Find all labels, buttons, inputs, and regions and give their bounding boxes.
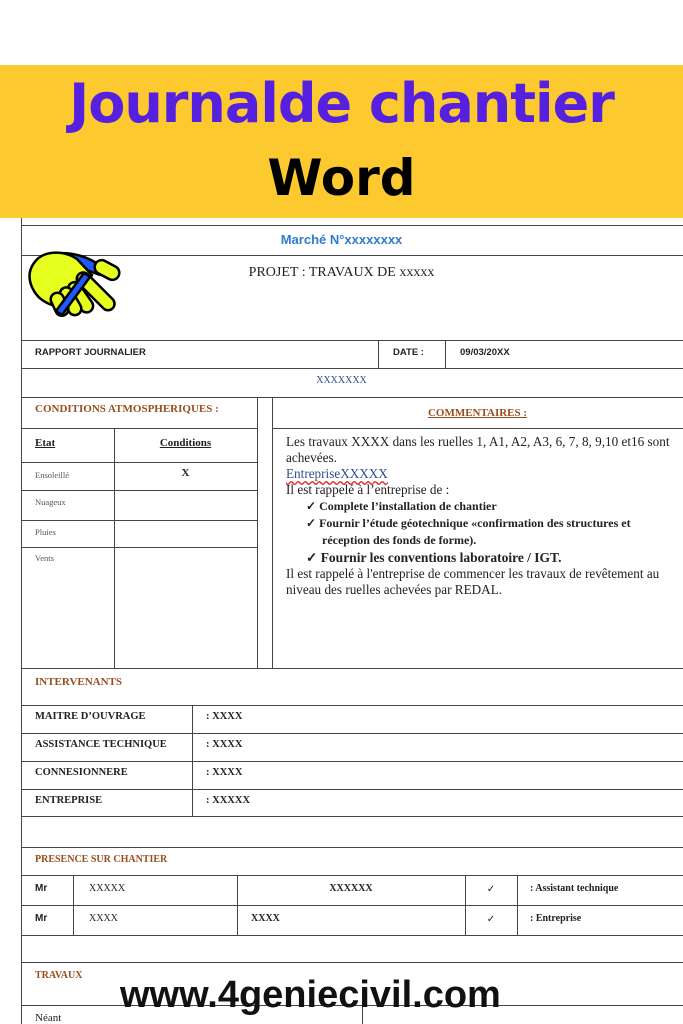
check-icon: ✓ [306, 550, 318, 565]
intervenant-role: MAITRE D’OUVRAGE [35, 711, 146, 722]
intervenants-title: INTERVENANTS [35, 676, 123, 688]
banner-title: Journalde chantier [69, 72, 614, 135]
presence-name[interactable]: XXXXX [89, 883, 126, 894]
checklist-item: ✓ Fournir l’étude géotechnique «confirmation des structures et réception des fonds de forme). [306, 516, 631, 547]
comments-entreprise: EntrepriseXXXXX [286, 466, 388, 481]
etat-row-label: Nuageux [35, 497, 66, 507]
presence-name[interactable]: XXXX [89, 913, 118, 924]
etat-row-check[interactable]: X [181, 467, 190, 479]
website-watermark: www.4geniecivil.com [120, 974, 501, 1016]
presence-role: : Assistant technique [530, 883, 619, 894]
intervenant-value[interactable]: : XXXXX [206, 795, 251, 806]
presence-name2[interactable]: XXXXXX [329, 883, 373, 894]
presence-check-icon[interactable]: ✓ [486, 914, 496, 925]
intervenant-role: ASSISTANCE TECHNIQUE [35, 739, 167, 750]
rapport-label: RAPPORT JOURNALIER [35, 347, 146, 358]
pointing-hand-icon [22, 245, 127, 325]
marche-number: Marché N°xxxxxxxx [280, 232, 403, 247]
rapport-subtitle: XXXXXXX [316, 375, 367, 386]
date-label: DATE : [393, 347, 424, 358]
checklist-item: ✓ Fournir les conventions laboratoire / IGT. [306, 550, 562, 565]
etat-row-label: Pluies [35, 527, 56, 537]
etat-row-label: Vents [35, 553, 54, 563]
conditions-header: Conditions [159, 437, 212, 449]
travaux-title: TRAVAUX [35, 970, 83, 981]
check-icon: ✓ [306, 516, 317, 530]
comments-body[interactable] [286, 434, 681, 598]
checklist-item: ✓ Complete l’installation de chantier [306, 499, 497, 513]
commentaires-title: COMMENTAIRES : [427, 407, 528, 419]
presence-title: PRESENCE SUR CHANTIER [35, 854, 168, 865]
conditions-title: CONDITIONS ATMOSPHERIQUES : [35, 403, 219, 415]
intervenant-role: CONNESIONNERE [35, 767, 128, 778]
project-title: PROJET : TRAVAUX DE xxxxx [248, 265, 435, 280]
presence-civ: Mr [35, 883, 48, 894]
presence-role: : Entreprise [530, 913, 582, 924]
banner-subtitle: Word [267, 149, 416, 207]
intervenant-role: ENTREPRISE [35, 795, 103, 806]
comments-para2: Il est rappelé à l’entreprise de : [286, 482, 450, 497]
date-value[interactable]: 09/03/20XX [460, 347, 510, 358]
comments-para1: Les travaux XXXX dans les ruelles 1, A1, A2, A3, 6, 7, 8, 9,10 et16 sont achevées. [286, 434, 670, 465]
comments-checklist [286, 498, 681, 566]
intervenant-value[interactable]: : XXXX [206, 767, 243, 778]
intervenant-value[interactable]: : XXXX [206, 711, 243, 722]
intervenant-value[interactable]: : XXXX [206, 739, 243, 750]
etat-header: Etat [35, 437, 56, 449]
presence-name2[interactable]: XXXX [251, 913, 280, 924]
presence-civ: Mr [35, 913, 48, 924]
travaux-first-cell[interactable]: Néant [35, 1012, 62, 1024]
presence-check-icon[interactable]: ✓ [486, 884, 496, 895]
comments-para3: Il est rappelé à l'entreprise de commencer les travaux de revêtement au niveau des ruelles achevées par REDAL. [286, 566, 660, 597]
check-icon: ✓ [306, 499, 317, 513]
etat-row-label: Ensoleillé [35, 470, 69, 480]
